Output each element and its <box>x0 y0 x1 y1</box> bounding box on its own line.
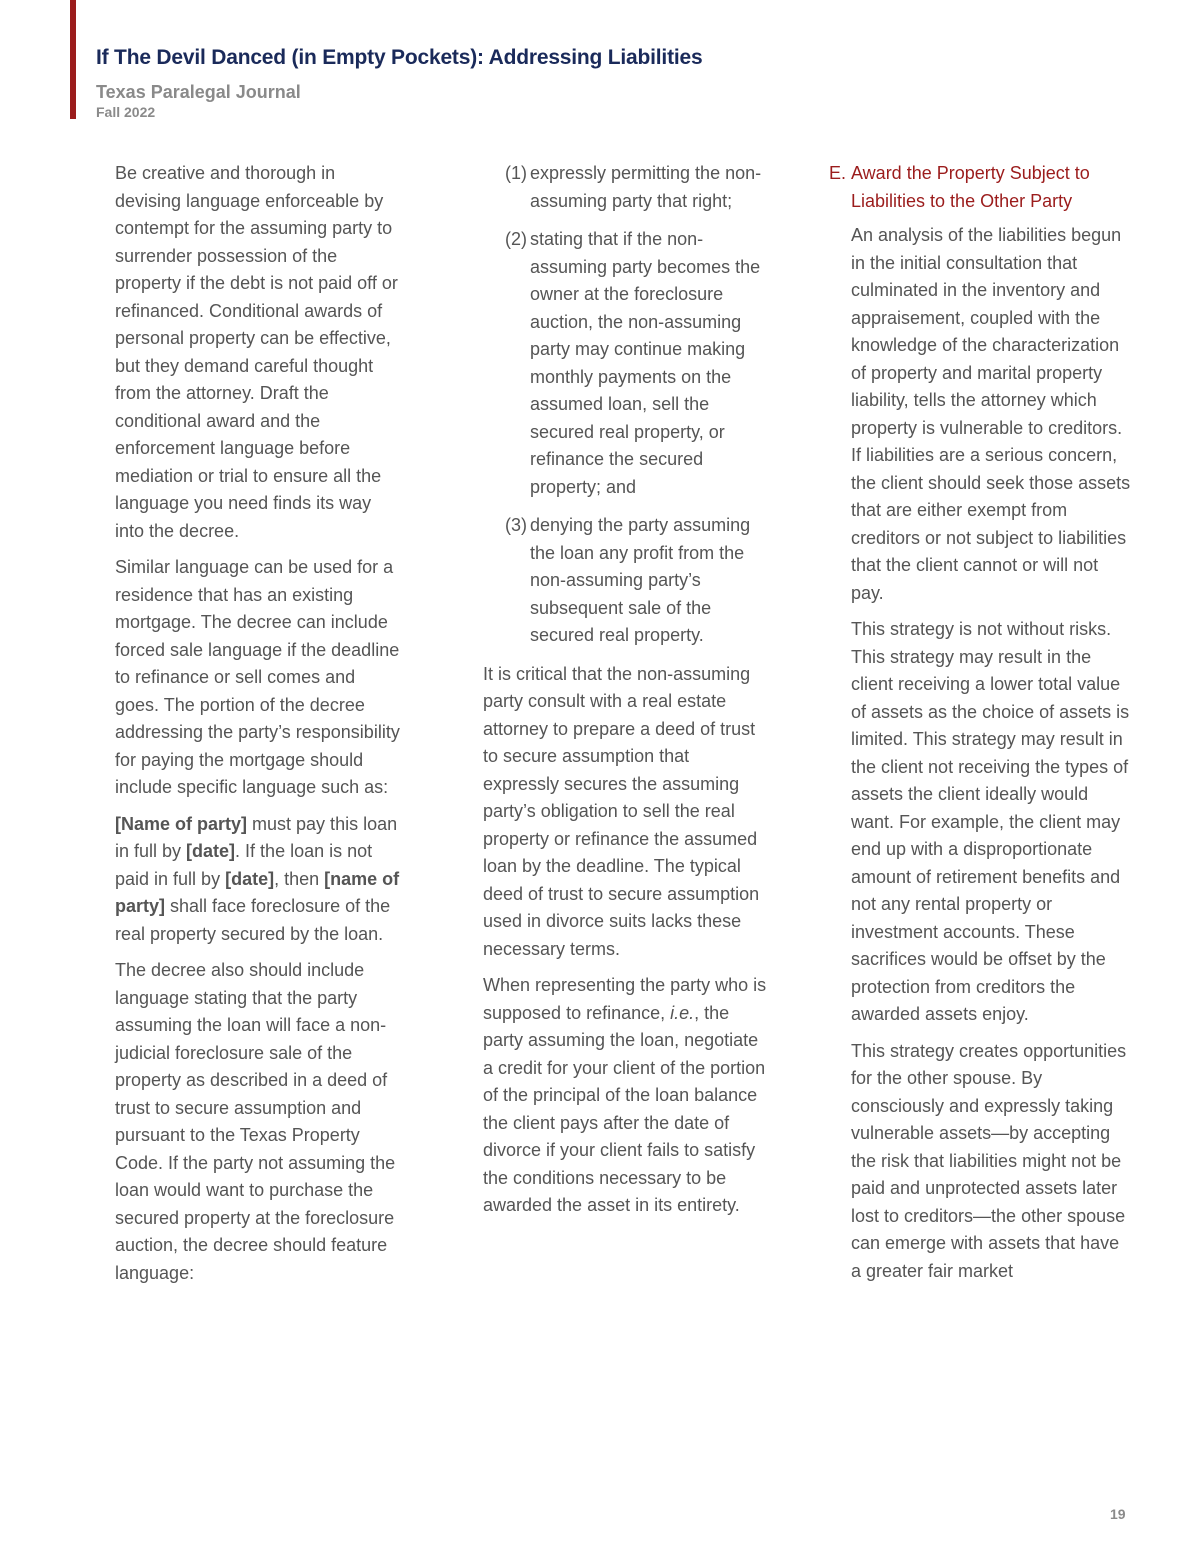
list-number: (3) <box>505 515 527 535</box>
column-2 <box>483 160 768 1229</box>
page-number: 19 <box>1110 1506 1126 1522</box>
paragraph: Be creative and thorough in devising language enforceable by contempt for the assuming party to surrender possession of the property if the debt is not paid off or refinanced. Conditional awards of personal property can be effective, but they demand careful thought from the attorney. Draft the conditional award and the enforcement language before mediation or trial to ensure all the language you need finds its way into the decree. <box>115 163 398 541</box>
issue-label: Fall 2022 <box>96 104 156 120</box>
section-letter: E. <box>829 163 847 183</box>
placeholder-name-of-party: [Name of party] <box>115 813 248 834</box>
section-heading <box>829 160 1134 215</box>
accent-bar <box>70 0 76 119</box>
placeholder-name-of-party: [name of party] <box>115 868 400 916</box>
list-item <box>483 160 768 215</box>
paragraph: The decree also should include language stating that the party assuming the loan will face a non-judicial foreclosure sale of the property as described in a deed of trust to secure assumption and pursuant to the Texas Property Code. If the party not assuming the loan would want to purchase the secured property at the foreclosure auction, the decree should feature language: <box>115 960 396 1283</box>
section-title: Award the Property Subject to Liabilities to the Other Party <box>851 163 1090 211</box>
column-1 <box>115 160 400 1296</box>
paragraph: Similar language can be used for a residence that has an existing mortgage. The decree can include forced sale language if the deadline to refinance or sell comes and goes. The portion of the decree addressing the party’s responsibility for paying the mortgage should include specific language such as: <box>115 557 400 797</box>
numbered-list <box>483 160 768 650</box>
placeholder-date: [date] <box>186 841 236 861</box>
list-number: (1) <box>505 163 527 183</box>
article-title: If The Devil Danced (in Empty Pockets): Addressing Liabilities <box>96 46 703 69</box>
paragraph: An analysis of the liabilities begun in the initial consultation that culminated in the inventory and appraisement, coupled with the knowledge of the characterization of property and marital property liability, tells the attorney which property is vulnerable to creditors. If liabilities are a serious concern, the client should seek those assets that are either exempt from creditors or not subject to liabilities that the client cannot or will not pay. <box>851 225 1131 603</box>
paragraph: This strategy is not without risks. This strategy may result in the client receiving a lower total value of assets as the choice of assets is limited. This strategy may result in the client not receiving the types of assets the client ideally would want. For example, the client may end up with a disproportionate amount of retirement benefits and not any rental property or investment accounts. These sacrifices would be offset by the protection from creditors the awarded assets enjoy. <box>851 619 1130 1024</box>
page-header <box>96 44 1096 121</box>
list-item <box>483 226 768 501</box>
list-text: denying the party assuming the loan any profit from the non-assuming party’s subsequent sale of the secured real property. <box>530 515 751 645</box>
column-3 <box>829 160 1134 1294</box>
paragraph: When representing the party who is supposed to refinance, i.e., the party assuming the loan, negotiate a credit for your client of the portion of the principal of the loan balance the client pays after the date of divorce if your client fails to satisfy the conditions necessary to be awarded the asset in its entirety. <box>483 975 767 1215</box>
list-text: expressly permitting the non-assuming party that right; <box>530 163 762 211</box>
journal-name: Texas Paralegal Journal <box>96 82 301 102</box>
list-number: (2) <box>505 229 527 249</box>
sample-language: [Name of party] must pay this loan in full by [date]. If the loan is not paid in full by [date], then [name of party] shall face foreclosure of the real property secured by the loan. <box>115 813 400 944</box>
list-text: stating that if the non-assuming party becomes the owner at the foreclosure auction, the non-assuming party may continue making monthly payments on the assumed loan, sell the secured real property, or refinance the secured property; and <box>530 229 761 497</box>
placeholder-date: [date] <box>225 868 275 889</box>
paragraph: This strategy creates opportunities for the other spouse. By consciously and expressly taking vulnerable assets—by accepting the risk that liabilities might not be paid and unprotected assets later lost to creditors—the other spouse can emerge with assets that have a greater fair market <box>851 1040 1127 1281</box>
list-item <box>483 512 768 650</box>
paragraph: It is critical that the non-assuming party consult with a real estate attorney to prepare a deed of trust to secure assumption that expressly secures the assuming party’s obligation to sell the real property or refinance the assumed loan by the deadline. The typical deed of trust to secure assumption used in divorce suits lacks these necessary terms. <box>483 663 760 959</box>
